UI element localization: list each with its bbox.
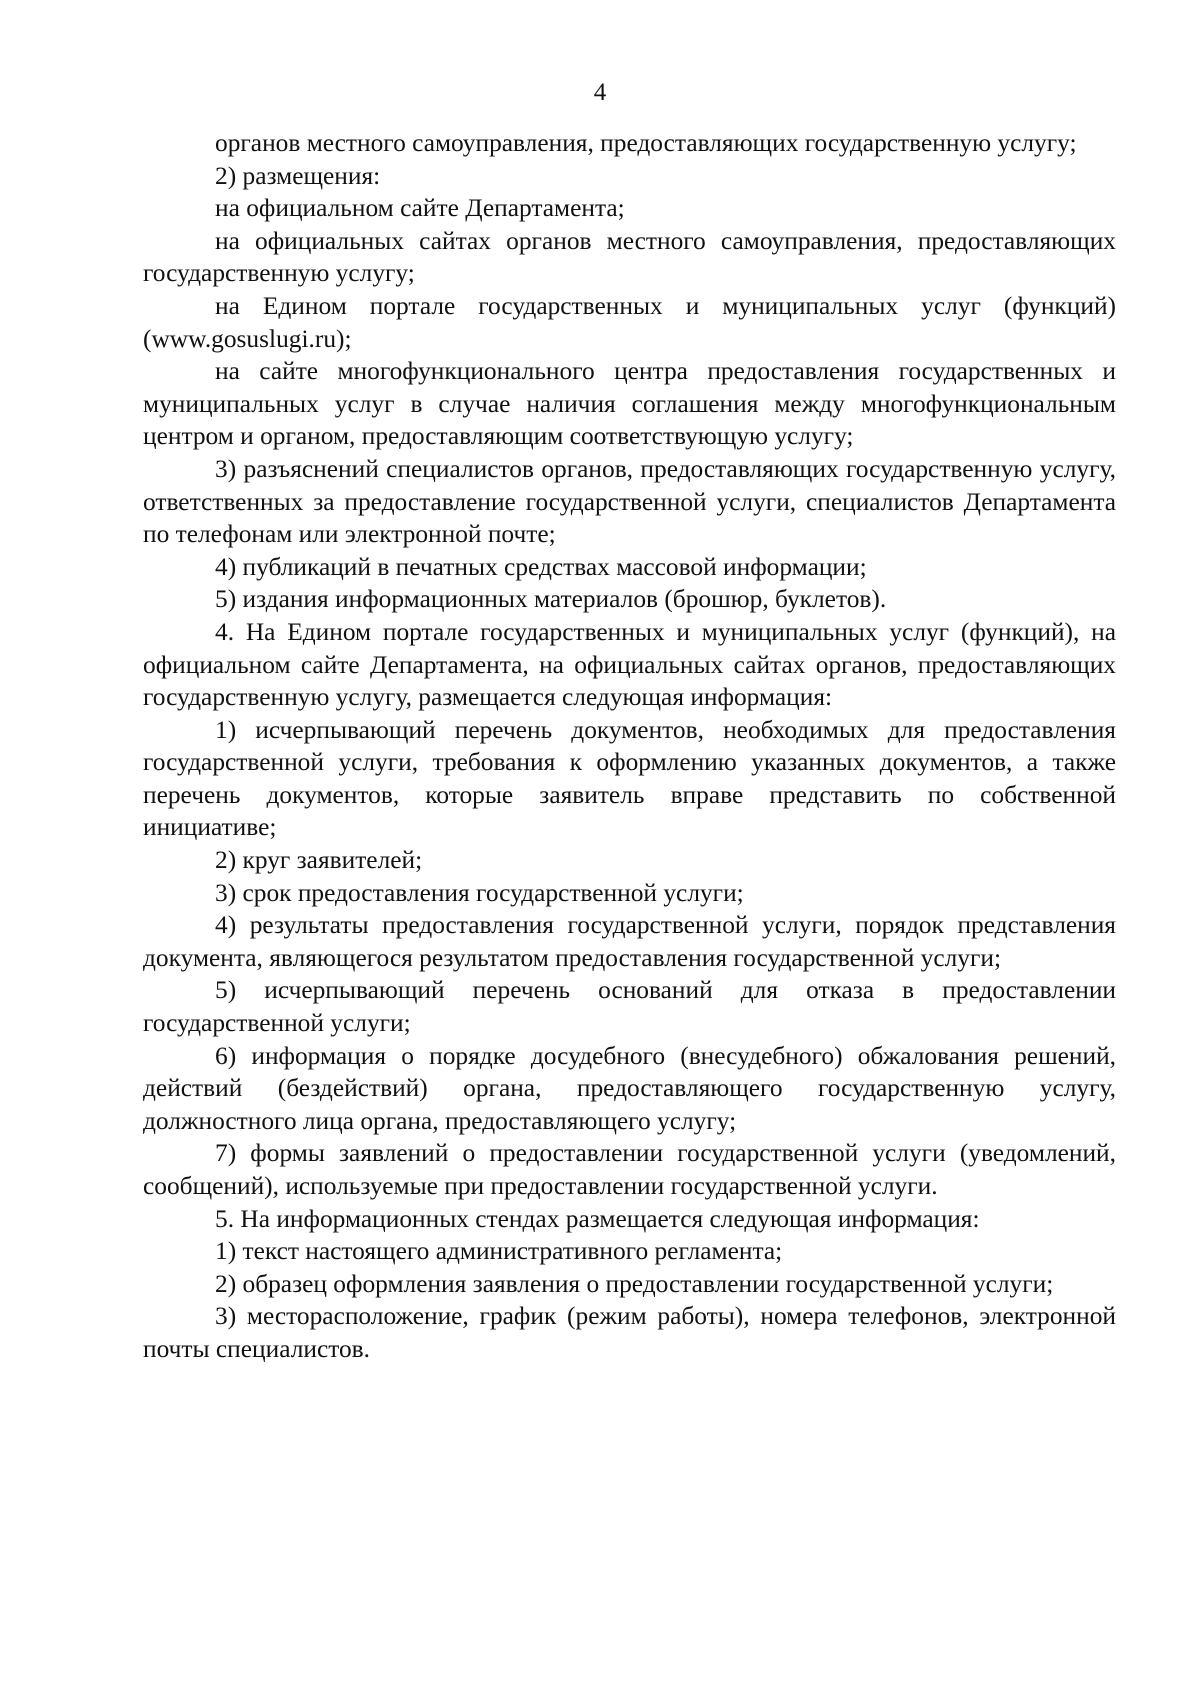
paragraph: 6) информация о порядке досудебного (внесудебного) обжалования решений, действий (бездействий) органа, предоставляющего государственную услугу, должностного лица органа, предоставляющего услугу; xyxy=(143,1041,1116,1135)
paragraph: 1) исчерпывающий перечень документов, необходимых для предоставления государственной услуги, требования к оформлению указанных документов, а также перечень документов, которые заявитель вправе представить по собственной инициативе; xyxy=(143,715,1116,842)
paragraph: 3) срок предоставления государственной услуги; xyxy=(215,878,744,907)
paragraph: 1) текст настоящего административного регламента; xyxy=(215,1237,783,1266)
paragraph: 2) круг заявителей; xyxy=(215,846,423,875)
paragraph: 4) публикаций в печатных средствах массовой информации; xyxy=(215,552,867,581)
paragraph: на сайте многофункционального центра предоставления государственных и муниципальных услуг в случае наличия соглашения между многофункциональным центром и органом, предоставляющим соответствующую услугу; xyxy=(143,357,1116,451)
paragraph: на официальных сайтах органов местного самоуправления, предоставляющих государственную услугу; xyxy=(143,226,1116,288)
paragraph: 5. На информационных стендах размещается следующая информация: xyxy=(215,1204,980,1233)
paragraph: 4. На Едином портале государственных и муниципальных услуг (функций), на официальном сайте Департамента, на официальных сайтах органов, предоставляющих государственную услугу, размещается следующая информация: xyxy=(143,617,1116,712)
paragraph: 4) результаты предоставления государственной услуги, порядок представления документа, являющегося результатом предоставления государственной услуги; xyxy=(143,911,1116,972)
paragraph: органов местного самоуправления, предоставляющих государственную услугу; xyxy=(215,129,1077,157)
paragraph: на Едином портале государственных и муниципальных услуг (функций) (www.gosuslugi.ru); xyxy=(143,291,1116,353)
page-number: 4 xyxy=(593,79,607,106)
paragraph: на официальном сайте Департамента; xyxy=(215,194,625,223)
paragraph: 3) разъяснений специалистов органов, предоставляющих государственную услугу, ответственных за предоставление государственной услуги, специалистов Департамента по телефонам или электронной почте; xyxy=(143,454,1116,549)
paragraph: 3) месторасположение, график (режим работы), номера телефонов, электронной почты специалистов. xyxy=(143,1302,1116,1363)
paragraph: 5) издания информационных материалов (брошюр, буклетов). xyxy=(215,585,887,614)
document-body xyxy=(143,127,1116,1366)
paragraph: 2) образец оформления заявления о предоставлении государственной услуги; xyxy=(215,1269,1054,1298)
paragraph: 2) размещения: xyxy=(215,161,381,190)
paragraph: 5) исчерпывающий перечень оснований для отказа в предоставлении государственной услуги; xyxy=(143,976,1116,1038)
paragraph: 7) формы заявлений о предоставлении государственной услуги (уведомлений, сообщений), используемые при предоставлении государственной услуги. xyxy=(143,1139,1116,1200)
